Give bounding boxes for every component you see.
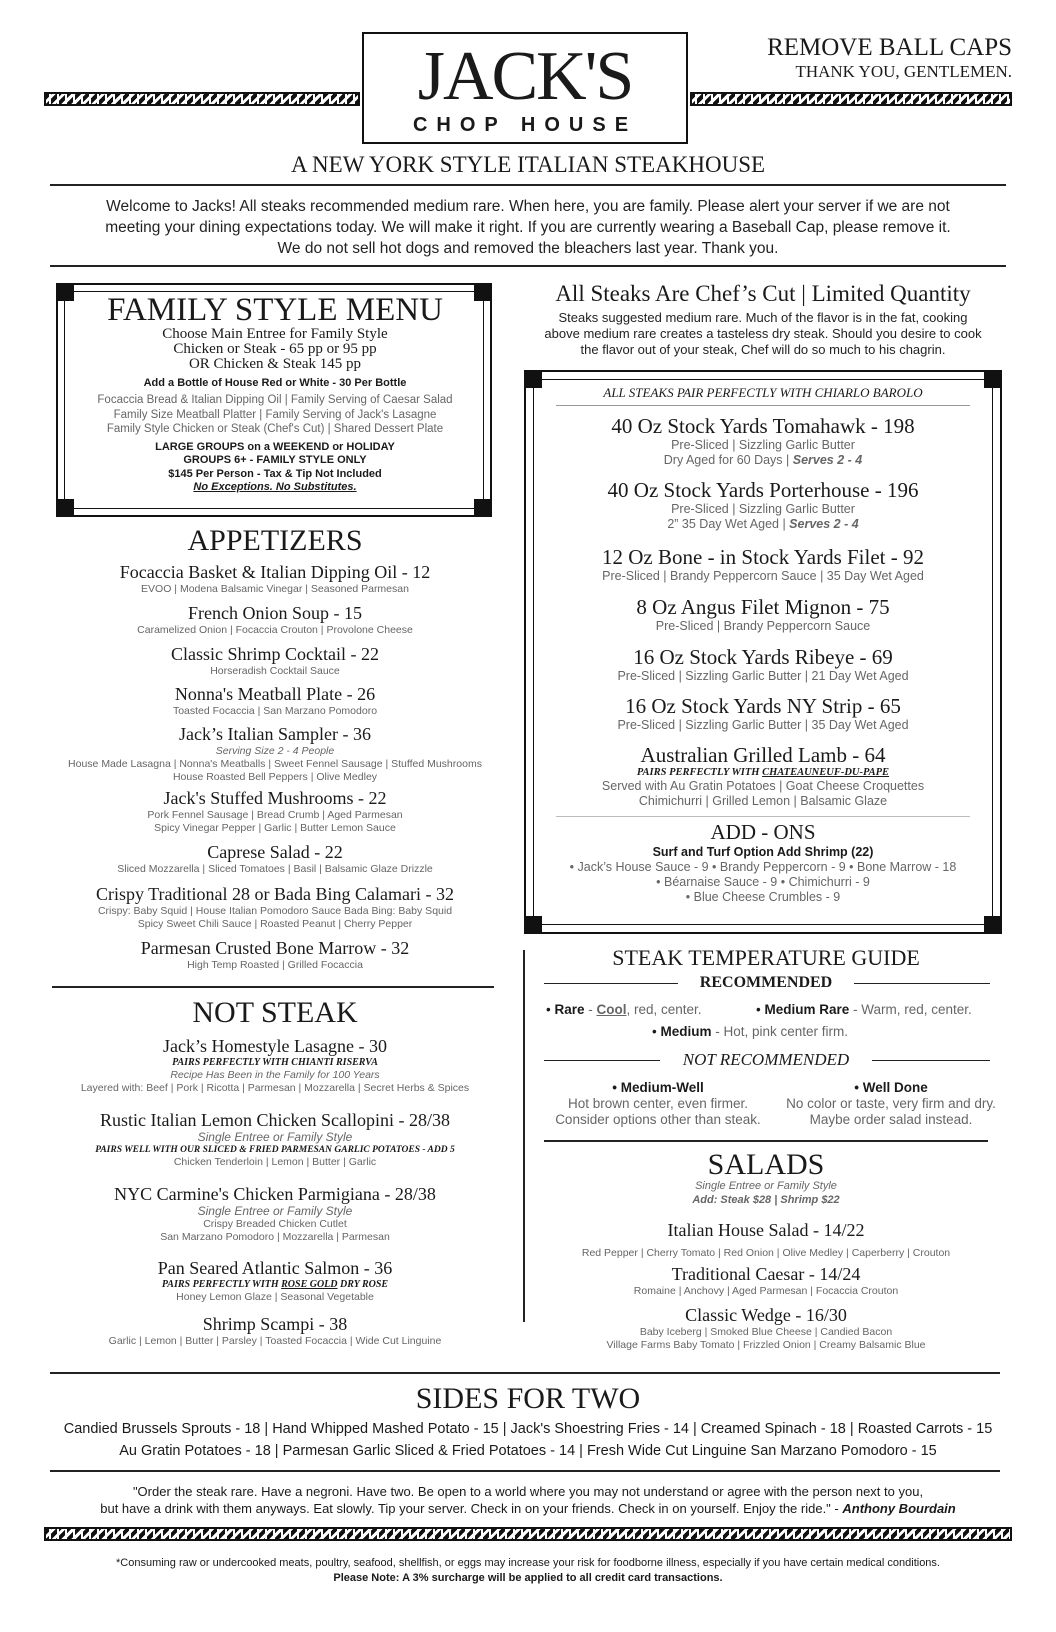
steak-aging: 2” 35 Day Wet Aged | xyxy=(667,517,790,531)
steak-name: 40 Oz Stock Yards Porterhouse - 196 xyxy=(607,478,919,502)
footer-surcharge: Please Note: A 3% surcharge will be applied to all credit card transactions. xyxy=(333,1572,723,1584)
salad-name: Classic Wedge - 16/30 xyxy=(685,1305,847,1325)
appetizer-desc: High Temp Roasted | Grilled Focaccia xyxy=(187,959,363,971)
family-group-line: $145 Per Person - Tax & Tip Not Included xyxy=(168,467,382,480)
bullet: • xyxy=(756,1002,765,1017)
not-steak-rule xyxy=(52,986,494,988)
appetizer-item xyxy=(30,603,520,637)
not-steak-title: NOT STEAK xyxy=(192,996,358,1029)
sides-line: Candied Brussels Sprouts - 18 | Hand Whipped Mashed Potato - 15 | Jack's Shoestring Fries - 14 | Creamed Spinach - 18 | Roasted Carrots - 15 xyxy=(63,1421,993,1437)
entree-name: Shrimp Scampi - 38 xyxy=(202,1314,348,1334)
appetizer-desc: House Made Lasagna | Nonna's Meatballs | Sweet Fennel Sausage | Stuffed Mushrooms xyxy=(68,758,482,770)
temp-label-text: Medium-Well xyxy=(620,1080,704,1095)
salads-title: SALADS xyxy=(707,1148,825,1181)
appetizer-item xyxy=(30,724,520,784)
appetizer-name: Jack's Stuffed Mushrooms - 22 xyxy=(163,788,387,808)
entree-name: Pan Seared Atlantic Salmon - 36 xyxy=(157,1258,393,1278)
entree-desc: Chicken Tenderloin | Lemon | Butter | Garlic xyxy=(173,1156,377,1168)
appetizer-desc: Horseradish Cocktail Sauce xyxy=(210,665,340,677)
family-title: FAMILY STYLE MENU xyxy=(107,292,443,328)
temp-label xyxy=(548,1080,768,1096)
steak-name: 16 Oz Stock Yards Ribeye - 69 xyxy=(633,645,893,669)
temp-label xyxy=(776,1080,1006,1096)
steak-item xyxy=(540,478,986,532)
tagline: A NEW YORK STYLE ITALIAN STEAKHOUSE xyxy=(290,152,766,177)
salad-desc: Red Pepper | Cherry Tomato | Red Onion | Olive Medley | Caperberry | Crouton xyxy=(581,1247,951,1259)
temp-medium-well xyxy=(548,1080,768,1128)
addons-title: ADD - ONS xyxy=(710,820,816,844)
steak-aging: Dry Aged for 60 Days | xyxy=(663,453,793,467)
caps-line2: THANK YOU, GENTLEMEN. xyxy=(795,62,1012,81)
pairing-text: DRY ROSE xyxy=(337,1279,389,1290)
pairing-text: PAIRS PERFECTLY WITH xyxy=(636,767,763,778)
entree-name: Rustic Italian Lemon Chicken Scallopini - 28/38 xyxy=(100,1110,450,1130)
entree-item xyxy=(30,1184,520,1244)
caps-notice xyxy=(700,34,1012,82)
temp-desc: No color or taste, very firm and dry. xyxy=(786,1096,996,1111)
family-line: Choose Main Entree for Family Style xyxy=(162,326,388,342)
appetizer-desc: Spicy Vinegar Pepper | Garlic | Butter Lemon Sauce xyxy=(154,822,396,834)
steaks-intro-line: above medium rare creates a tasteless dry steak. Should you desire to cook xyxy=(544,326,982,341)
quote-line xyxy=(20,1500,1036,1517)
appetizer-name: French Onion Soup - 15 xyxy=(188,603,362,623)
salad-name: Traditional Caesar - 14/24 xyxy=(671,1264,861,1284)
salad-item xyxy=(526,1264,1006,1298)
sides-rule xyxy=(50,1372,1000,1374)
quote-text: but have a drink with them anyways. Eat slowly. Tip your server. Check in on your friends. Check in on yourself. Enjoy the ride." - xyxy=(100,1501,843,1516)
salad-desc: Romaine | Anchovy | Aged Parmesan | Focaccia Crouton xyxy=(633,1285,899,1297)
steak-desc: Chimichurri | Grilled Lemon | Balsamic Glaze xyxy=(638,794,888,808)
salad-desc: Baby Iceberg | Smoked Blue Cheese | Candied Bacon xyxy=(639,1326,893,1338)
temp-not-recommended: NOT RECOMMENDED xyxy=(682,1050,850,1069)
steaks-intro-line: Steaks suggested medium rare. Much of the flavor is in the fat, cooking xyxy=(558,310,968,325)
temp-rare xyxy=(546,1002,702,1018)
steak-desc: Served with Au Gratin Potatoes | Goat Cheese Croquettes xyxy=(601,779,925,793)
appetizer-item xyxy=(30,684,520,718)
welcome-rule xyxy=(50,265,1006,267)
family-group-line: GROUPS 6+ - FAMILY STYLE ONLY xyxy=(183,454,367,466)
steak-name: 12 Oz Bone - in Stock Yards Filet - 92 xyxy=(602,545,924,569)
temp-rule xyxy=(544,983,678,984)
appetizer-item xyxy=(30,842,520,876)
steak-serves: Serves 2 - 4 xyxy=(792,453,863,467)
steaks-pairing: ALL STEAKS PAIR PERFECTLY WITH CHIARLO BAROLO xyxy=(603,385,923,400)
temp-desc: , red, center. xyxy=(626,1002,702,1017)
steaks-title: All Steaks Are Chef’s Cut | Limited Quantity xyxy=(555,281,971,306)
family-include: Focaccia Bread & Italian Dipping Oil | Family Serving of Caesar Salad xyxy=(97,394,453,406)
steak-desc: Pre-Sliced | Sizzling Garlic Butter xyxy=(671,438,855,452)
appetizer-name: Caprese Salad - 22 xyxy=(207,842,343,862)
quote xyxy=(20,1483,1036,1517)
column-divider xyxy=(523,950,525,1322)
steaks-intro-line: the flavor out of your steak, Chef will do so much to his chagrin. xyxy=(580,342,946,357)
steak-name: 8 Oz Angus Filet Mignon - 75 xyxy=(636,595,890,619)
temp-label: Medium Rare xyxy=(764,1002,850,1017)
caps-line1: REMOVE BALL CAPS xyxy=(767,34,1012,61)
bullet: • xyxy=(652,1024,661,1039)
quote-line: "Order the steak rare. Have a negroni. Have two. Be open to a world where you may not understand or agree with the person next to you, xyxy=(132,1484,924,1499)
salads-rule xyxy=(544,1140,988,1142)
entree-name: Jack’s Homestyle Lasagne - 30 xyxy=(163,1036,387,1056)
temp-rule xyxy=(872,1060,990,1061)
temp-desc: Hot brown center, even firmer. xyxy=(567,1096,749,1111)
entree-desc: Garlic | Lemon | Butter | Parsley | Toasted Focaccia | Wide Cut Linguine xyxy=(108,1335,442,1347)
temp-label: Medium xyxy=(660,1024,712,1039)
appetizer-desc: EVOO | Modena Balsamic Vinegar | Seasoned Parmesan xyxy=(141,583,409,595)
footer-warning: *Consuming raw or undercooked meats, poultry, seafood, shellfish, or eggs may increase your risk for foodborne illness, especially if you have certain medical conditions. xyxy=(116,1557,940,1569)
appetizer-item xyxy=(30,884,520,931)
temp-well-done xyxy=(776,1080,1006,1128)
corner-ornament xyxy=(984,370,1002,388)
sides-line: Au Gratin Potatoes - 18 | Parmesan Garlic Sliced & Fried Potatoes - 14 | Fresh Wide Cut Linguine San Marzano Pomodoro - 15 xyxy=(119,1443,937,1459)
entree-desc: San Marzano Pomodoro | Mozzarella | Parmesan xyxy=(160,1231,390,1243)
salads-add: Add: Steak $28 | Shrimp $22 xyxy=(692,1194,840,1206)
header-deco-left xyxy=(44,92,360,106)
steak-pairing xyxy=(540,767,986,779)
salads-note: Single Entree or Family Style xyxy=(695,1180,837,1192)
appetizer-name: Nonna's Meatball Plate - 26 xyxy=(174,684,376,704)
steak-item xyxy=(540,645,986,684)
temp-desc: Consider options other than steak. xyxy=(555,1112,761,1127)
header-deco-right xyxy=(690,92,1012,106)
appetizer-item xyxy=(30,644,520,678)
appetizer-desc: Crispy: Baby Squid | House Italian Pomodoro Sauce Bada Bing: Baby Squid xyxy=(97,905,453,917)
corner-ornament xyxy=(474,499,492,517)
entree-note: Recipe Has Been in the Family for 100 Years xyxy=(170,1069,380,1081)
temp-medium xyxy=(652,1024,848,1040)
entree-pairing: PAIRS PERFECTLY WITH CHIANTI RISERVA xyxy=(172,1057,378,1068)
entree-pairing: PAIRS WELL WITH OUR SLICED & FRIED PARMESAN GARLIC POTATOES - ADD 5 xyxy=(95,1145,455,1155)
entree-desc: Layered with: Beef | Pork | Ricotta | Parmesan | Mozzarella | Secret Herbs & Spices xyxy=(80,1082,470,1094)
family-style-content xyxy=(70,292,480,495)
steak-item xyxy=(540,743,986,809)
appetizer-name: Parmesan Crusted Bone Marrow - 32 xyxy=(140,938,410,958)
family-groups xyxy=(70,441,480,495)
temp-rule xyxy=(854,983,990,984)
welcome-line: We do not sell hot dogs and removed the bleachers last year. Thank you. xyxy=(277,240,779,257)
welcome-text xyxy=(40,196,1016,259)
pairing-wine: CHATEAUNEUF-DU-PAPE xyxy=(762,767,890,778)
steak-name: 16 Oz Stock Yards NY Strip - 65 xyxy=(625,694,901,718)
corner-ornament xyxy=(524,916,542,934)
addon-line: • Béarnaise Sauce - 9 • Chimichurri - 9 xyxy=(656,875,870,889)
entree-note: Single Entree or Family Style xyxy=(197,1130,353,1144)
salad-name: Italian House Salad - 14/22 xyxy=(667,1220,865,1240)
steak-desc: Pre-Sliced | Brandy Peppercorn Sauce | 35 Day Wet Aged xyxy=(602,569,924,583)
addon-line: • Blue Cheese Crumbles - 9 xyxy=(685,890,841,904)
temp-desc: - Warm, red, center. xyxy=(849,1002,972,1017)
appetizer-name: Jack’s Italian Sampler - 36 xyxy=(179,724,371,744)
steaks-intro xyxy=(520,310,1006,358)
entree-name: NYC Carmine's Chicken Parmigiana - 28/38 xyxy=(114,1184,436,1204)
temp-title: STEAK TEMPERATURE GUIDE xyxy=(612,945,920,970)
temp-medium-rare xyxy=(756,1002,972,1018)
steaks-pairing-rule xyxy=(556,405,970,406)
temp-desc: - Hot, pink center firm. xyxy=(711,1024,849,1039)
bullet: • xyxy=(612,1080,621,1095)
temp-desc: Maybe order salad instead. xyxy=(809,1112,973,1127)
temp-label-text: Well Done xyxy=(862,1080,928,1095)
family-include: Family Size Meatball Platter | Family Serving of Jack's Lasagne xyxy=(113,408,437,421)
addons-rule xyxy=(556,816,970,817)
salad-item xyxy=(526,1220,1006,1260)
steak-serves: Serves 2 - 4 xyxy=(789,517,859,531)
footer-deco xyxy=(44,1527,1012,1541)
temp-recommended: RECOMMENDED xyxy=(699,974,833,991)
family-group-line: LARGE GROUPS on a WEEKEND or HOLIDAY xyxy=(155,440,395,453)
entree-note: Single Entree or Family Style xyxy=(197,1204,353,1218)
appetizer-desc: House Roasted Bell Peppers | Olive Medley xyxy=(172,771,378,783)
family-no-exceptions: No Exceptions. No Substitutes. xyxy=(193,481,357,493)
steak-desc: Pre-Sliced | Sizzling Garlic Butter | 35 Day Wet Aged xyxy=(617,718,909,732)
bullet: • xyxy=(546,1002,555,1017)
family-include: Family Style Chicken or Steak (Chef's Cut) | Shared Dessert Plate xyxy=(106,423,444,435)
appetizer-desc: Spicy Sweet Chili Sauce | Roasted Peanut | Cherry Pepper xyxy=(137,918,413,930)
family-bottle: Add a Bottle of House Red or White - 30 Per Bottle xyxy=(143,377,407,389)
family-includes xyxy=(70,393,480,437)
logo xyxy=(362,32,688,144)
sides-title: SIDES FOR TWO xyxy=(415,1382,641,1415)
addons xyxy=(540,820,986,905)
appetizer-item xyxy=(30,562,520,596)
steak-item xyxy=(540,595,986,634)
appetizer-name: Crispy Traditional 28 or Bada Bing Calamari - 32 xyxy=(96,884,454,904)
entree-item xyxy=(30,1110,520,1169)
steak-desc xyxy=(540,517,986,532)
quote-author: Anthony Bourdain xyxy=(842,1501,956,1516)
temp-cool: Cool xyxy=(596,1002,627,1017)
welcome-line: meeting your dining expectations today. We will make it right. If you are currently wearing a Baseball Cap, please remove it. xyxy=(105,219,951,236)
addons-surf: Surf and Turf Option Add Shrimp (22) xyxy=(652,845,874,859)
family-lines xyxy=(70,327,480,372)
steak-name: 40 Oz Stock Yards Tomahawk - 198 xyxy=(611,414,915,438)
appetizer-desc: Pork Fennel Sausage | Bread Crumb | Aged Parmesan xyxy=(147,809,403,821)
appetizer-note: Serving Size 2 - 4 People xyxy=(215,745,335,757)
quote-rule xyxy=(50,1470,1000,1472)
entree-item xyxy=(30,1258,520,1304)
appetizer-desc: Toasted Focaccia | San Marzano Pomodoro xyxy=(172,705,378,717)
salad-item xyxy=(526,1305,1006,1352)
entree-item xyxy=(30,1036,520,1095)
family-line: OR Chicken & Steak 145 pp xyxy=(188,356,362,372)
logo-sub: CHOP HOUSE xyxy=(412,114,638,136)
appetizer-desc: Caramelized Onion | Focaccia Crouton | Provolone Cheese xyxy=(137,624,413,636)
temp-rule xyxy=(544,1060,660,1061)
steak-item xyxy=(540,694,986,733)
addon-line: • Jack’s House Sauce - 9 • Brandy Peppercorn - 9 • Bone Marrow - 18 xyxy=(569,860,957,874)
tagline-rule xyxy=(50,184,1006,186)
temp-label: Rare xyxy=(554,1002,585,1017)
corner-ornament xyxy=(984,916,1002,934)
appetizer-desc: Sliced Mozzarella | Sliced Tomatoes | Basil | Balsamic Glaze Drizzle xyxy=(117,863,433,875)
appetizer-item xyxy=(30,788,520,835)
steak-desc xyxy=(540,453,986,468)
pairing-text: PAIRS PERFECTLY WITH xyxy=(161,1279,282,1290)
appetizer-name: Focaccia Basket & Italian Dipping Oil - 12 xyxy=(119,562,431,582)
appetizers-title: APPETIZERS xyxy=(187,524,363,557)
steak-item xyxy=(540,414,986,468)
entree-pairing xyxy=(30,1279,520,1291)
appetizer-name: Classic Shrimp Cocktail - 22 xyxy=(171,644,379,664)
entree-item xyxy=(30,1314,520,1348)
logo-main: JACK'S xyxy=(417,38,633,115)
bullet: • xyxy=(854,1080,863,1095)
steak-item xyxy=(540,545,986,584)
steak-desc: Pre-Sliced | Sizzling Garlic Butter | 21 Day Wet Aged xyxy=(617,669,909,683)
salad-desc: Village Farms Baby Tomato | Frizzled Onion | Creamy Balsamic Blue xyxy=(606,1339,926,1351)
corner-ornament xyxy=(56,499,74,517)
temp-sep: - xyxy=(584,1002,597,1017)
entree-desc: Honey Lemon Glaze | Seasonal Vegetable xyxy=(176,1291,374,1303)
steak-name: Australian Grilled Lamb - 64 xyxy=(640,743,886,767)
pairing-wine: ROSE GOLD xyxy=(281,1279,338,1290)
welcome-line: Welcome to Jacks! All steaks recommended medium rare. When here, you are family. Please alert your server if we are not xyxy=(106,198,950,215)
steak-desc: Pre-Sliced | Sizzling Garlic Butter xyxy=(671,502,855,516)
steak-desc: Pre-Sliced | Brandy Peppercorn Sauce xyxy=(655,619,871,633)
appetizer-item xyxy=(30,938,520,972)
entree-desc: Crispy Breaded Chicken Cutlet xyxy=(203,1218,347,1230)
family-line: Chicken or Steak - 65 pp or 95 pp xyxy=(173,341,377,357)
